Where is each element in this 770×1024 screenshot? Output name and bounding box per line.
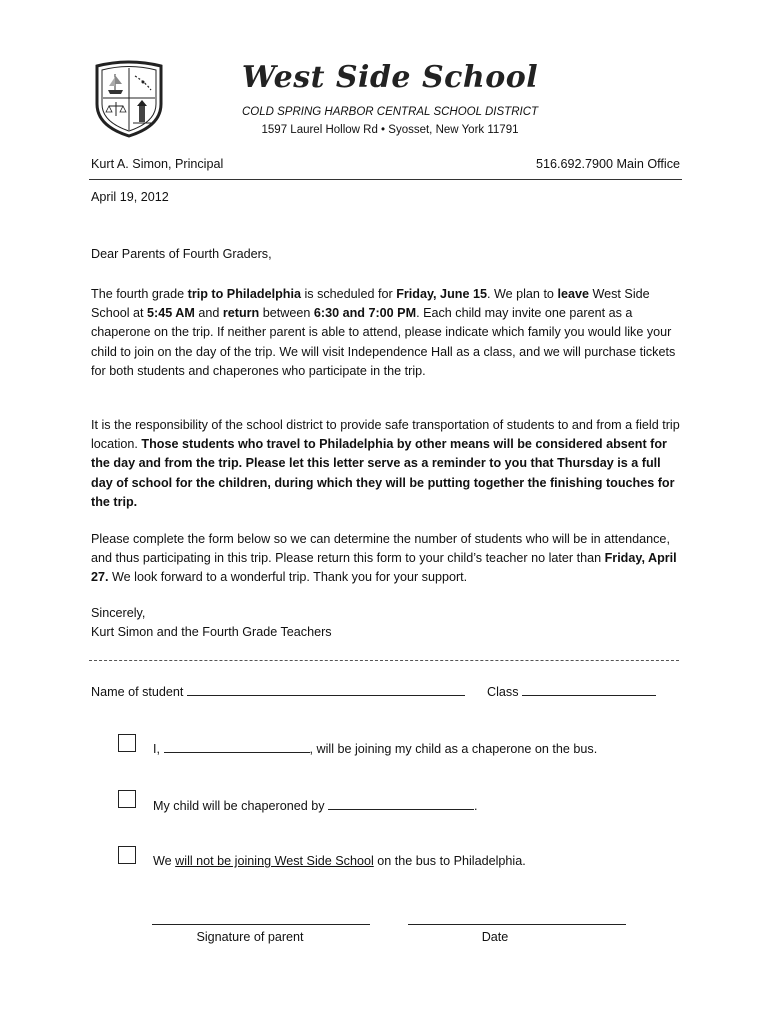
cut-line [89, 660, 679, 661]
school-crest-icon [93, 60, 165, 138]
office-phone: 516.692.7900 Main Office [536, 157, 680, 171]
signers: Kurt Simon and the Fourth Grade Teachers [91, 625, 332, 639]
header-divider [89, 179, 682, 180]
date-line[interactable] [408, 924, 626, 925]
student-name-row [91, 683, 465, 699]
paragraph-trip-details: The fourth grade trip to Philadelphia is scheduled for Friday, June 15. We plan to leave West Side School at 5:45 AM and return between 6:30 and 7:00 PM. Each child may invite one parent as a chaperone on the trip. If neither parent is able to attend, please indicate which family you would like your child to join on the day of the trip. We will visit Independence Hall as a class, and we will purchase tickets for both students and chaperones who participate in the trip. [91, 287, 676, 378]
class-field[interactable] [522, 683, 656, 696]
district-name: COLD SPRING HARBOR CENTRAL SCHOOL DISTRICT [241, 106, 539, 118]
date-label: Date [481, 930, 509, 944]
not-joining-checkbox[interactable] [118, 846, 136, 864]
paragraph-transportation: It is the responsibility of the school district to provide safe transportation of students to and from a field trip location. Those students who travel to Philadelphia by other means will be considered absent for the day and from the trip. Please let this letter serve as a reminder to you that Thursday is a full day of school for the children, during which they will be putting together the finishing touches for the trip. [91, 418, 680, 509]
principal-name: Kurt A. Simon, Principal [91, 157, 224, 171]
closing: Sincerely, [91, 606, 146, 620]
letter-date: April 19, 2012 [91, 190, 169, 204]
not-joining-option: We will not be joining West Side School on the bus to Philadelphia. [153, 854, 526, 868]
paragraph-form-instructions: Please complete the form below so we can determine the number of students who will be in attendance, and thus participating in this trip. Please return this form to your child’s teacher no later than Friday, April 27. We look forward to a wonderful trip. Thank you for your support. [91, 532, 677, 585]
student-name-field[interactable] [187, 683, 465, 696]
school-address: 1597 Laurel Hollow Rd • Syosset, New York 11791 [261, 124, 519, 136]
signature-label: Signature of parent [196, 930, 304, 944]
student-name-label: Name of student [91, 685, 184, 699]
school-name: West Side School [241, 60, 539, 95]
parent-name-field[interactable] [164, 740, 310, 753]
chaperone-self-checkbox[interactable] [118, 734, 136, 752]
salutation: Dear Parents of Fourth Graders, [91, 247, 272, 261]
chaperoned-by-checkbox[interactable] [118, 790, 136, 808]
class-label: Class [487, 685, 519, 699]
chaperoned-by-option: My child will be chaperoned by . [153, 799, 478, 813]
class-row [487, 683, 656, 699]
chaperone-name-field[interactable] [328, 797, 474, 810]
signature-line[interactable] [152, 924, 370, 925]
chaperone-self-option: I, , will be joining my child as a chaperone on the bus. [153, 742, 598, 756]
